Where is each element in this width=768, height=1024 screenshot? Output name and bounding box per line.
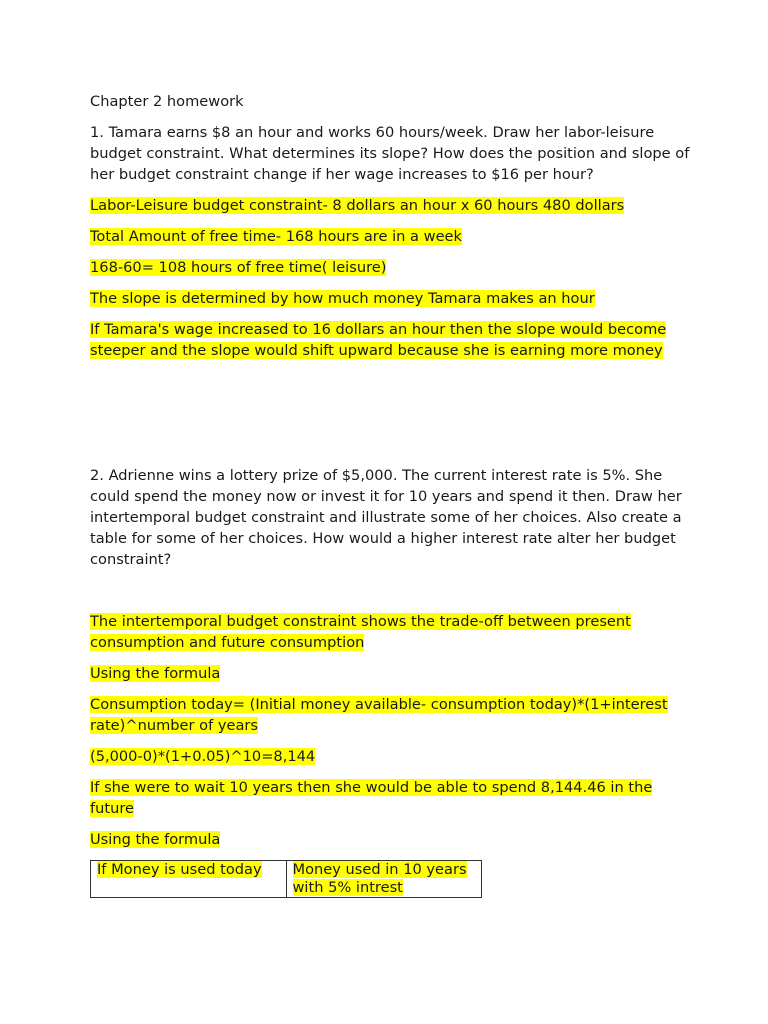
blank-space	[90, 371, 690, 465]
highlighted-text: (5,000-0)*(1+0.05)^10=8,144	[90, 748, 316, 765]
question-2-text: 2. Adrienne wins a lottery prize of $5,000. The current interest rate is 5%. She could spend the money now or invest it for 10 years and spend it then. Draw her intertemporal budget constraint and illustrate some of her choices. Also create a table for some of her choices. How would a higher interest rate alter her budget constraint?	[90, 467, 682, 568]
highlighted-text: If she were to wait 10 years then she would be able to spend 8,144.46 in the future	[90, 779, 653, 817]
title-text: Chapter 2 homework	[90, 93, 244, 110]
document-body	[90, 91, 690, 898]
highlighted-text: 168-60= 108 hours of free time( leisure)	[90, 259, 387, 276]
document-title	[90, 91, 690, 112]
choices-table	[90, 860, 482, 898]
highlighted-text: Consumption today= (Initial money available- consumption today)*(1+interest rate)^number of years	[90, 696, 668, 734]
answer-1-line-3	[90, 257, 690, 278]
highlighted-text: The slope is determined by how much money Tamara makes an hour	[90, 290, 595, 307]
cell-text: If Money is used today	[97, 861, 262, 878]
table-header-cell	[286, 861, 482, 898]
answer-2-line-2	[90, 663, 690, 684]
highlighted-text: Labor-Leisure budget constraint- 8 dollars an hour x 60 hours 480 dollars	[90, 197, 625, 214]
highlighted-text: Total Amount of free time- 168 hours are in a week	[90, 228, 462, 245]
question-2	[90, 465, 690, 570]
answer-1-line-5	[90, 319, 690, 361]
highlighted-text: If Tamara's wage increased to 16 dollars an hour then the slope would become steeper and the slope would shift upward because she is earning more money	[90, 321, 667, 359]
question-1	[90, 122, 690, 185]
answer-2-line-4	[90, 746, 690, 767]
table-header-cell	[91, 861, 287, 898]
answer-2-line-3	[90, 694, 690, 736]
question-1-text: 1. Tamara earns $8 an hour and works 60 hours/week. Draw her labor-leisure budget constraint. What determines its slope? How does the position and slope of her budget constraint change if her wage increases to $16 per hour?	[90, 124, 690, 183]
table-row	[91, 861, 482, 898]
cell-text: Money used in 10 years with 5% intrest	[292, 861, 467, 896]
answer-2-line-1	[90, 611, 690, 653]
highlighted-text: Using the formula	[90, 831, 221, 848]
answer-2-line-6	[90, 829, 690, 850]
answer-1-line-1	[90, 195, 690, 216]
answer-1-line-2	[90, 226, 690, 247]
highlighted-text: Using the formula	[90, 665, 221, 682]
answer-1-line-4	[90, 288, 690, 309]
answer-2-line-5	[90, 777, 690, 819]
blank-space	[90, 580, 690, 611]
highlighted-text: The intertemporal budget constraint shows the trade-off between present consumption and future consumption	[90, 613, 631, 651]
